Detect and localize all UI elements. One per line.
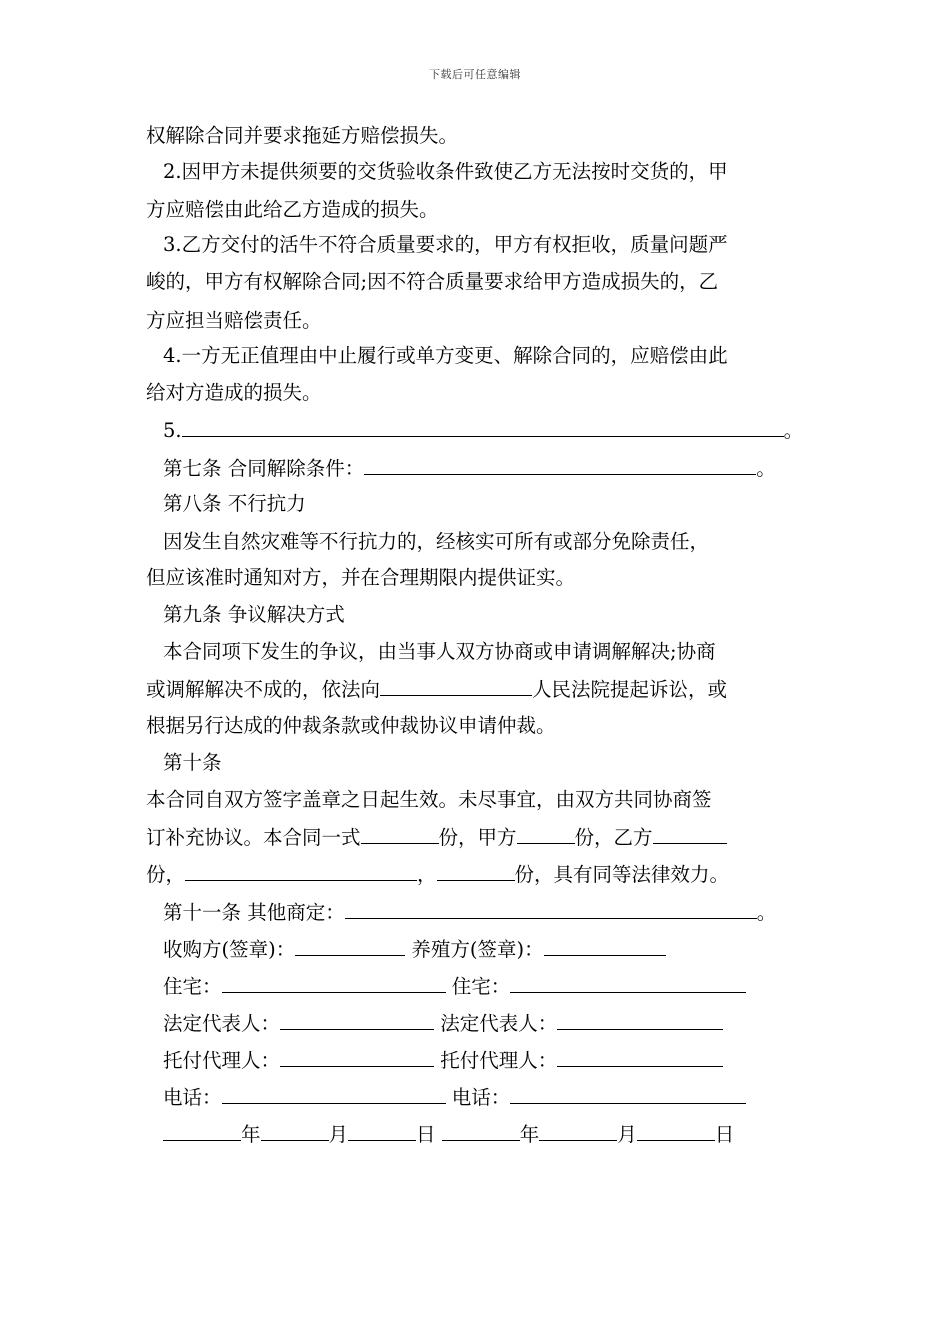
address-label: 住宅： — [451, 975, 511, 998]
clause-11-title: 第十一条 其他商定： — [163, 901, 345, 924]
period: 。 — [756, 901, 777, 924]
paragraph-line: 因发生自然灾难等不行抗力的，经核实可所有或部分免除责任， — [163, 530, 710, 553]
address-label: 住宅： — [163, 975, 222, 998]
agent-line — [163, 1048, 723, 1073]
farmer-year-blank[interactable] — [442, 1122, 520, 1141]
clause-8-title: 第八条 不行抗力 — [163, 492, 306, 515]
signature-line — [163, 937, 666, 962]
phone-label: 电话： — [163, 1086, 222, 1109]
copies-text: 份，乙方 — [574, 826, 653, 849]
buyer-address-blank[interactable] — [222, 974, 446, 993]
period: 。 — [756, 457, 776, 480]
copies-total-blank[interactable] — [361, 825, 439, 844]
farmer-signature-blank[interactable] — [544, 937, 666, 956]
legal-rep-label: 法定代表人： — [440, 1012, 558, 1035]
copies-party-a-blank[interactable] — [517, 825, 575, 844]
copies-line-2 — [146, 862, 729, 887]
buyer-month-blank[interactable] — [261, 1122, 329, 1141]
legal-rep-label: 法定代表人： — [163, 1012, 281, 1035]
paragraph-line: 本合同项下发生的争议，由当事人双方协商或申请调解解决;协商 — [163, 640, 716, 663]
blank-field[interactable] — [345, 900, 757, 919]
copies-text: 份，甲方 — [438, 826, 517, 849]
month-label: 月 — [328, 1123, 349, 1146]
day-label: 日 — [416, 1123, 436, 1146]
month-label: 月 — [617, 1123, 637, 1146]
period: 。 — [783, 419, 804, 442]
buyer-phone-blank[interactable] — [222, 1085, 446, 1104]
copies-text: 份，具有同等法律效力。 — [514, 863, 730, 886]
paragraph-line: 方应赔偿由此给乙方造成的损失。 — [146, 198, 439, 221]
court-blank[interactable] — [380, 677, 532, 696]
agent-label: 托付代理人： — [440, 1049, 558, 1072]
address-line — [163, 974, 746, 999]
phone-label: 电话： — [451, 1086, 511, 1109]
clause-11-line — [163, 900, 776, 925]
paragraph-line: 2.因甲方未提供须要的交货验收条件致使乙方无法按时交货的，甲 — [163, 160, 728, 183]
phone-line — [163, 1085, 746, 1110]
other-party-blank[interactable] — [185, 862, 417, 881]
clause-7-line — [163, 456, 776, 481]
copies-text: 份， — [146, 863, 186, 886]
page-header: 下载后可任意编辑 — [429, 68, 521, 81]
farmer-month-blank[interactable] — [539, 1122, 617, 1141]
clause-7-title: 第七条 合同解除条件： — [163, 457, 365, 480]
paragraph-line: 方应担当赔偿责任。 — [146, 309, 322, 332]
court-suffix: 人民法院提起诉讼，或 — [532, 678, 728, 701]
copies-other-blank[interactable] — [437, 862, 515, 881]
clause-5-label: 5. — [163, 419, 182, 442]
buyer-signature-blank[interactable] — [295, 937, 405, 956]
clause-5-line — [163, 418, 803, 443]
farmer-agent-blank[interactable] — [557, 1048, 723, 1067]
paragraph-line: 本合同自双方签字盖章之日起生效。未尽事宜，由双方共同协商签 — [146, 788, 712, 811]
farmer-signature-label: 养殖方(签章)： — [411, 938, 544, 961]
buyer-signature-label: 收购方(签章)： — [163, 938, 296, 961]
buyer-year-blank[interactable] — [163, 1122, 241, 1141]
blank-field[interactable] — [182, 418, 784, 437]
copies-party-b-blank[interactable] — [653, 825, 727, 844]
buyer-day-blank[interactable] — [348, 1122, 416, 1141]
paragraph-line: 4.一方无正值理由中止履行或单方变更、解除合同的，应赔偿由此 — [163, 344, 728, 367]
farmer-legal-rep-blank[interactable] — [557, 1011, 723, 1030]
paragraph-line: 但应该准时通知对方，并在合理期限内提供证实。 — [146, 566, 576, 589]
year-label: 年 — [519, 1123, 540, 1146]
buyer-agent-blank[interactable] — [280, 1048, 434, 1067]
buyer-legal-rep-blank[interactable] — [280, 1011, 434, 1030]
clause-10-title: 第十条 — [163, 751, 222, 774]
legal-rep-line — [163, 1011, 723, 1036]
paragraph-line: 给对方造成的损失。 — [146, 381, 322, 404]
paragraph-line: 权解除合同并要求拖延方赔偿损失。 — [146, 124, 459, 147]
agent-label: 托付代理人： — [163, 1049, 281, 1072]
day-label: 日 — [714, 1123, 735, 1146]
copies-text: 订补充协议。本合同一式 — [146, 826, 361, 849]
paragraph-line: 3.乙方交付的活牛不符合质量要求的，甲方有权拒收，质量问题严 — [163, 233, 728, 256]
court-prefix: 或调解解决不成的，依法向 — [146, 678, 381, 701]
date-line — [163, 1122, 734, 1147]
court-line — [146, 677, 727, 702]
paragraph-line: 根据另行达成的仲裁条款或仲裁协议申请仲裁。 — [146, 714, 556, 737]
blank-field[interactable] — [364, 456, 756, 475]
farmer-phone-blank[interactable] — [510, 1085, 746, 1104]
comma: ， — [417, 863, 437, 886]
clause-9-title: 第九条 争议解决方式 — [163, 603, 345, 626]
farmer-address-blank[interactable] — [510, 974, 746, 993]
copies-line — [146, 825, 727, 850]
paragraph-line: 峻的，甲方有权解除合同;因不符合质量要求给甲方造成损失的，乙 — [146, 270, 719, 293]
farmer-day-blank[interactable] — [637, 1122, 715, 1141]
year-label: 年 — [241, 1123, 261, 1146]
